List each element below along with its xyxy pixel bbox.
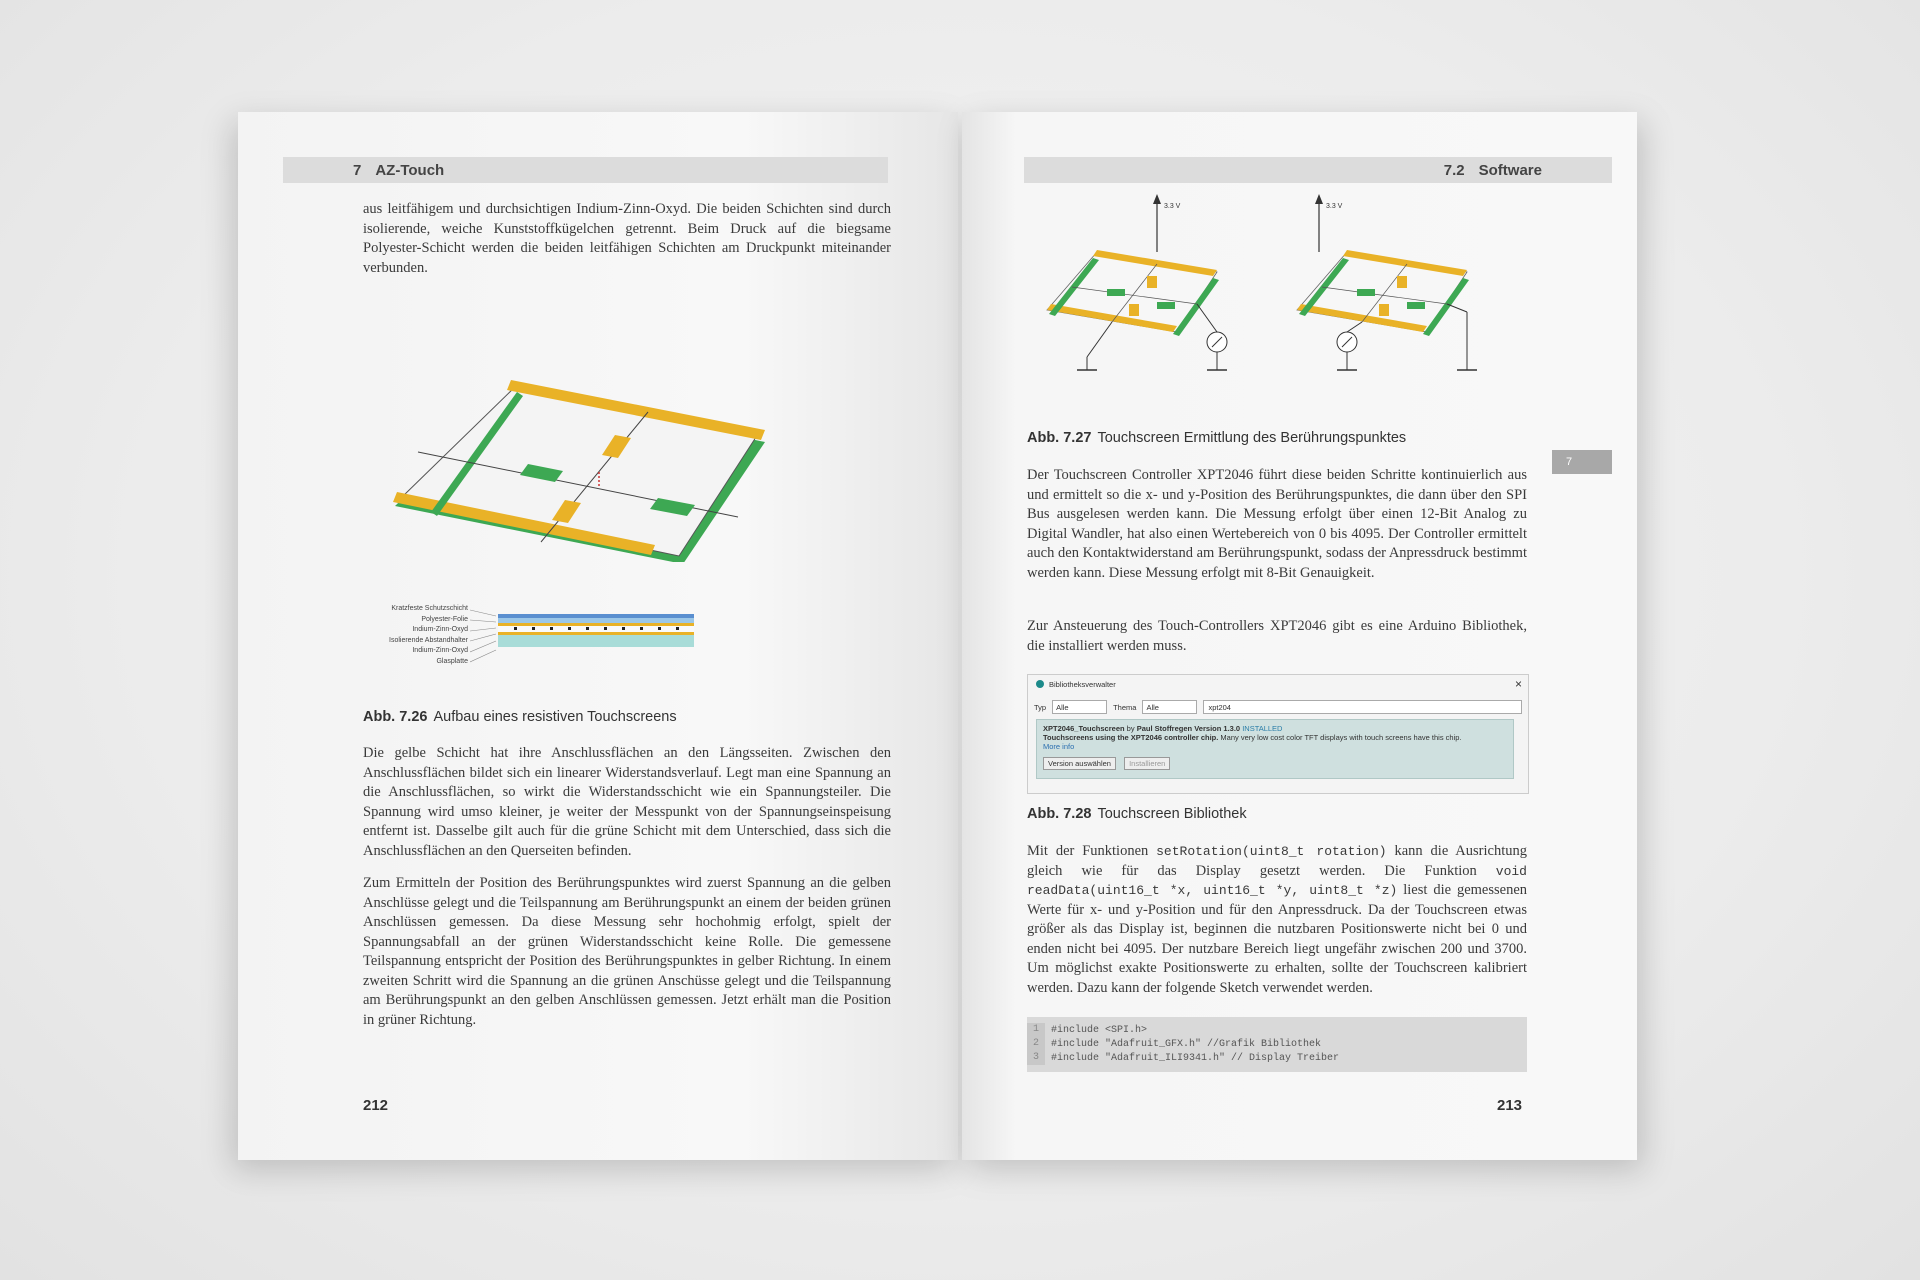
text-fragment: liest die gemessenen Werte für x- und y-Position und für den Anpressdruck. Da der Touchscreen etwas größer als das Display ist, beginnen die nutzbaren Positionswerte nicht bei 0 und enden nicht bei 4095. Der nutzbare Bereich liegt ungefähr zwischen 200 und 3700. Um möglichst exakte Positionswerte zu erhalten, sollte der Touchscreen kalibriert werden. Dazu kann der folgende Sketch verwendet werden. xyxy=(1027,882,1528,996)
layer-label: Indium-Zinn-Oxyd xyxy=(412,647,468,654)
filter-row xyxy=(1034,699,1522,715)
inline-code: void readData(uint16_t *x, uint16_t *y, uint8_t *z) xyxy=(1027,863,1527,898)
layer-labels xyxy=(353,604,468,667)
figure-title: Aufbau eines resistiven Touchscreens xyxy=(433,709,677,725)
touchscreen-layer-diagram xyxy=(393,302,913,562)
measurement-diagram-2 xyxy=(1297,194,1477,370)
left-running-header xyxy=(283,157,888,183)
section-title: Software xyxy=(1478,161,1542,179)
library-entry[interactable] xyxy=(1036,719,1514,779)
type-label: Typ xyxy=(1034,702,1047,712)
right-running-header xyxy=(1024,157,1612,183)
paragraph-functions xyxy=(1027,842,1527,998)
layer-label: Indium-Zinn-Oxyd xyxy=(412,626,468,633)
library-version: Version 1.3.0 xyxy=(1194,724,1241,733)
left-page xyxy=(238,112,958,1160)
version-select[interactable]: Version auswählen xyxy=(1043,757,1116,770)
line-number: 3 xyxy=(1027,1051,1045,1065)
page-number: 213 xyxy=(1497,1097,1523,1114)
library-by: by xyxy=(1126,724,1135,733)
code-text: #include "Adafruit_GFX.h" //Grafik Bibliothek xyxy=(1051,1038,1322,1050)
chapter-title: AZ-Touch xyxy=(375,161,445,179)
paragraph: Zur Ansteuerung des Touch-Controllers XPT2046 gibt es eine Arduino Bibliothek, die installiert werden muss. xyxy=(1027,618,1527,654)
paragraph: Die gelbe Schicht hat ihre Anschlussflächen an den Längsseiten. Zwischen den Anschlussflächen bildet sich ein linearer Widerstandsverlauf. Legt man eine Spannung an die Anschlussflächen, so wirkt die Widerstandsschicht wie ein Spannungsteiler. Die Spannung wird umso kleiner, je weiter der Messpunkt von der Spannungseinspeisung entfernt ist. Dasselbe gilt auch für die grüne Schicht mit dem Unterschied, dass sich die Anschlussflächen an den Querseiten befinden. xyxy=(363,745,891,859)
library-manager-window xyxy=(1027,674,1529,794)
paragraph: Zum Ermitteln der Position des Berührungspunktes wird zuerst Spannung an die gelben Anschlüsse gelegt und die Teilspannung am Berührungspunkt an einem der beiden grünen Anschlüssen gemessen. Da diese Messung sehr hochohmig erfolgt, spielt der Spannungsabfall an der grünen Widerstandsschicht keine Rolle. Die gemessene Teilspannung entspricht der Position des Berührungspunktes in gelber Richtung. In einem zweiten Schritt wird die Spannung an die grünen Anschüsse gelegt und die Teilspannung am Berührungspunkt an den gelben Anschlüssen gemessen. Jetzt erhält man die Position in grüner Richtung. xyxy=(363,875,891,1028)
voltage-label: 3.3 V xyxy=(1164,203,1181,210)
close-icon[interactable]: × xyxy=(1514,677,1522,691)
code-line xyxy=(1027,1023,1527,1037)
text-fragment: kann die Ausrichtung gleich wie für das Display gesetzt werden. Die Funktion xyxy=(1027,843,1527,879)
topic-label: Thema xyxy=(1113,702,1137,712)
measurement-diagram-1 xyxy=(1047,194,1227,370)
type-select[interactable]: Alle xyxy=(1052,700,1107,714)
figure-number: Abb. 7.27 xyxy=(1027,430,1092,446)
figure-number: Abb. 7.26 xyxy=(363,709,428,725)
inline-code: setRotation(uint8_t rotation) xyxy=(1156,844,1387,859)
figure-caption-727 xyxy=(1027,430,1406,446)
text-fragment: Mit der Funktionen xyxy=(1027,843,1149,859)
more-info-link[interactable]: More info xyxy=(1043,742,1075,751)
line-number: 1 xyxy=(1027,1023,1045,1037)
library-author: Paul Stoffregen xyxy=(1136,724,1193,733)
window-title: Bibliotheksverwalter xyxy=(1049,679,1116,689)
code-line xyxy=(1027,1037,1527,1051)
cross-section-diagram xyxy=(470,606,710,668)
installed-badge: INSTALLED xyxy=(1242,724,1283,733)
paragraph: Der Touchscreen Controller XPT2046 führt diese beiden Schritte kontinuierlich aus und ermittelt so die x- und y-Position des Berührungspunktes, die dann über den SPI Bus ausgelesen werden kann. Die Messung erfolgt über einen 12-Bit Analog zu Digital Wandler, hat also einen Wertebereich von 0 bis 4095. Der Controller ermittelt auch den Kontaktwiderstand am Berührungspunkt, sodass der Anpressdruck bestimmt werden kann. Diese Messung erfolgt mit 8-Bit Genauigkeit. xyxy=(1027,467,1527,581)
figure-caption-728 xyxy=(1027,806,1247,822)
layer-label: Glasplatte xyxy=(436,657,468,665)
layer-label: Polyester-Folie xyxy=(421,615,468,623)
library-description-bold: Touchscreens using the XPT2046 controller chip. xyxy=(1043,733,1219,742)
layer-label: Kratzfeste Schutzschicht xyxy=(391,605,468,612)
right-page xyxy=(962,112,1637,1160)
figure-title: Touchscreen Ermittlung des Berührungspunktes xyxy=(1097,430,1407,446)
search-input[interactable]: xpt204 xyxy=(1203,700,1522,714)
figure-title: Touchscreen Bibliothek xyxy=(1097,806,1247,822)
measurement-diagrams xyxy=(1017,192,1497,382)
intro-paragraph: aus leitfähigem und durchsichtigen Indium-Zinn-Oxyd. Die beiden Schichten sind durch isolierende, weiche Kunststoffkügelchen getrennt. Beim Druck auf die biegsame Polyester-Schicht werden die beiden leitfähigen Schichten am Druckpunkt miteinander verbunden. xyxy=(363,201,891,276)
voltage-label: 3.3 V xyxy=(1326,203,1343,210)
topic-select[interactable]: Alle xyxy=(1142,700,1197,714)
install-button[interactable]: Installieren xyxy=(1124,757,1170,770)
layer-label: Isolierende Abstandhalter xyxy=(389,636,468,644)
library-manager-titlebar xyxy=(1028,675,1528,693)
page-number: 212 xyxy=(363,1097,389,1114)
chapter-tab-marker: 7 xyxy=(1552,450,1612,474)
code-text: #include "Adafruit_ILI9341.h" // Display Treiber xyxy=(1051,1052,1340,1064)
code-text: #include <SPI.h> xyxy=(1051,1024,1148,1036)
code-line xyxy=(1027,1051,1527,1065)
line-number: 2 xyxy=(1027,1037,1045,1051)
code-block xyxy=(1027,1017,1527,1072)
chapter-number: 7 xyxy=(353,161,362,179)
figure-caption-726 xyxy=(363,709,677,725)
section-number: 7.2 xyxy=(1443,161,1465,179)
library-description: Many very low cost color TFT displays with touch screens have this chip. xyxy=(1220,733,1462,742)
library-name: XPT2046_Touchscreen xyxy=(1043,724,1125,733)
arduino-icon xyxy=(1036,680,1044,688)
figure-number: Abb. 7.28 xyxy=(1027,806,1092,822)
